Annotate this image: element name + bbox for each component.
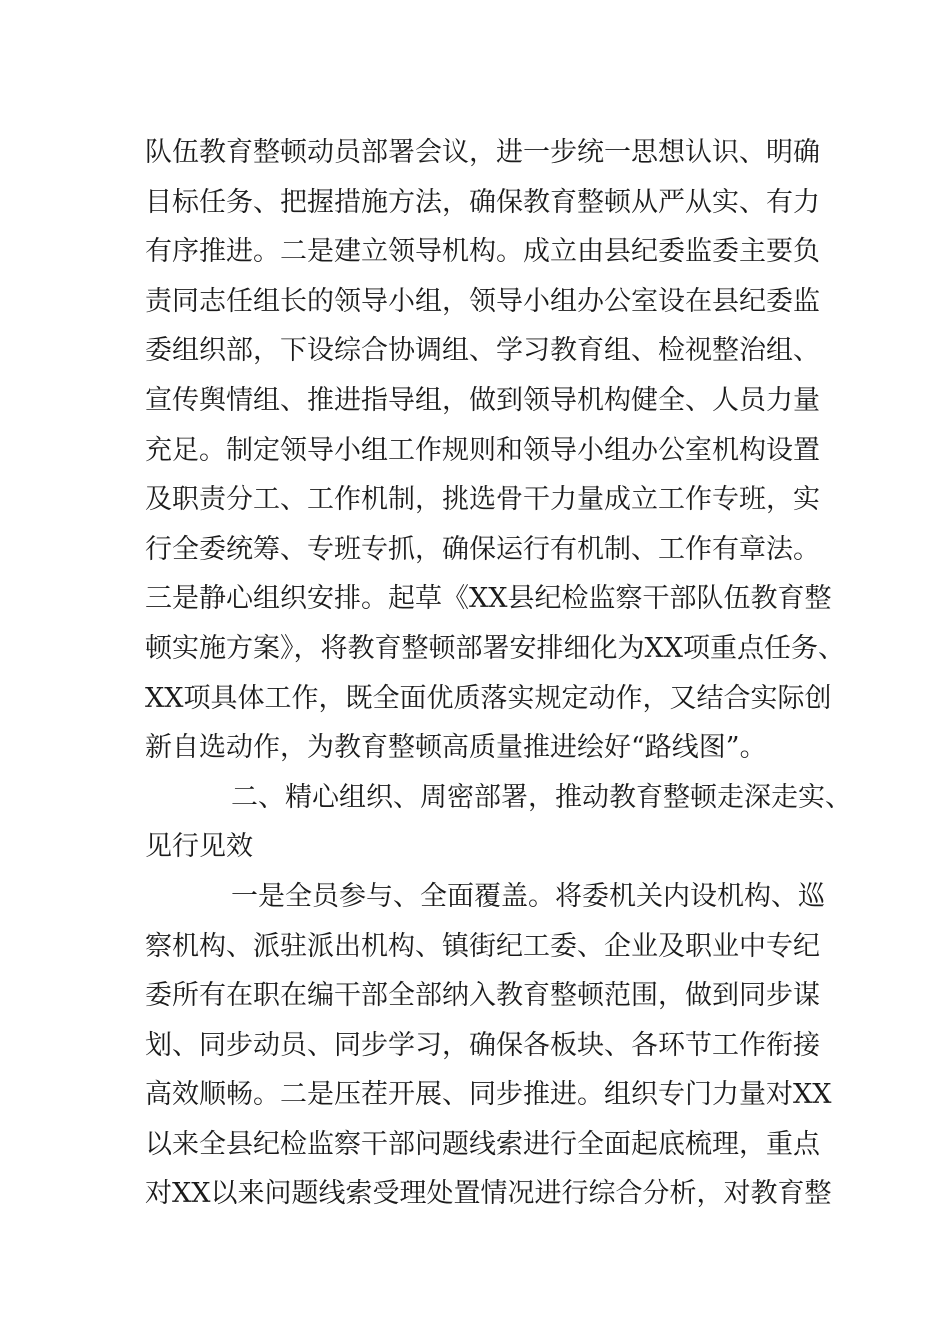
text-line-1: 队伍教育整顿动员部署会议，进一步统一思想认识、明确 (145, 137, 820, 168)
text-line-7: 充足。制定领导小组工作规则和领导小组办公室机构设置 (145, 434, 820, 466)
text-line-17: 察机构、派驻派出机构、镇街纪工委、企业及职业中专纪 (145, 930, 820, 962)
section-heading-line-1: 二、精心组织、周密部署，推动教育整顿走深走实、 (231, 781, 852, 813)
text-line-9: 行全委统筹、专班专抓，确保运行有机制、工作有章法。 (145, 533, 820, 565)
text-line-20: 高效顺畅。二是压茬开展、同步推进。组织专门力量对XX (145, 1079, 832, 1111)
text-line-11: 顿实施方案》，将教育整顿部署安排细化为XX项重点任务、 (145, 632, 845, 664)
text-line-10: 三是静心组织安排。起草《XX县纪检监察干部队伍教育整 (145, 583, 832, 615)
text-line-13: 新自选动作，为教育整顿高质量推进绘好“路线图”。 (145, 732, 767, 764)
text-line-22: 对XX以来问题线索受理处置情况进行综合分析，对教育整 (145, 1178, 832, 1210)
text-line-3: 有序推进。二是建立领导机构。成立由县纪委监委主要负 (145, 236, 820, 268)
text-line-21: 以来全县纪检监察干部问题线索进行全面起底梳理，重点 (145, 1128, 820, 1160)
text-line-6: 宣传舆情组、推进指导组，做到领导机构健全、人员力量 (145, 384, 820, 416)
text-line-16: 一是全员参与、全面覆盖。将委机关内设机构、巡 (231, 880, 825, 912)
text-line-19: 划、同步动员、同步学习，确保各板块、各环节工作衔接 (145, 1029, 820, 1061)
text-line-8: 及职责分工、工作机制，挑选骨干力量成立工作专班，实 (145, 484, 820, 516)
text-line-18: 委所有在职在编干部全部纳入教育整顿范围，做到同步谋 (145, 980, 820, 1012)
section-heading-line-2: 见行见效 (145, 831, 253, 863)
text-line-4: 责同志任组长的领导小组，领导小组办公室设在县纪委监 (145, 285, 820, 317)
text-line-12: XX项具体工作，既全面优质落实规定动作，又结合实际创 (145, 682, 832, 714)
body-text (145, 128, 852, 1219)
text-line-5: 委组织部，下设综合协调组、学习教育组、检视整治组、 (145, 335, 820, 367)
text-line-2: 目标任务、把握措施方法，确保教育整顿从严从实、有力 (145, 186, 820, 218)
